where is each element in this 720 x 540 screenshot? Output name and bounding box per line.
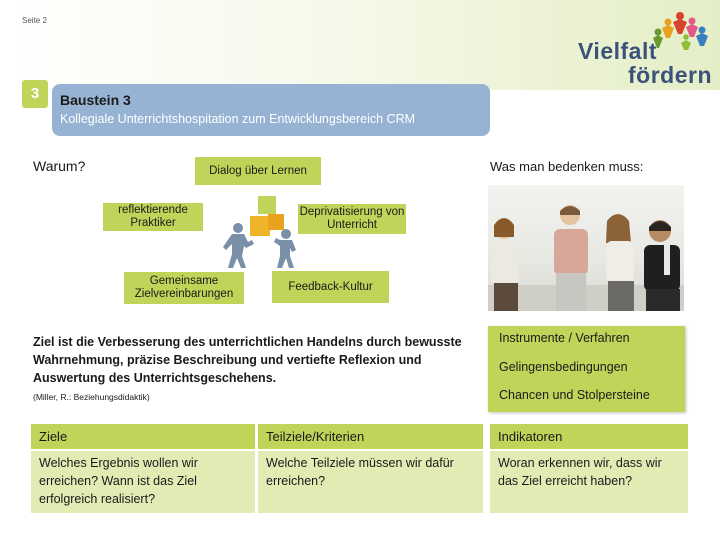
tag-dialog (195, 157, 321, 185)
tag-goal-agreements (124, 272, 244, 304)
consideration-item: Gelingensbedingungen (499, 360, 628, 374)
tag-feedback-label: Feedback-Kultur (288, 280, 373, 293)
people-figures-icon (650, 10, 712, 50)
puzzle-people-icon (220, 194, 310, 272)
citation: (Miller, R.: Beziehungsdidaktik) (33, 392, 150, 402)
considerations-box (488, 326, 685, 412)
why-heading: Warum? (33, 158, 86, 174)
consideration-item: Instrumente / Verfahren (499, 331, 630, 345)
goal-statement: Ziel ist die Verbesserung des unterrichtlichen Handelns durch bewusste Wahrnehmung, präzise Beschreibung und vertiefte Reflexion und Auswertung des Unterrichtsgeschehens. (33, 335, 462, 385)
tag-feedback-culture (272, 271, 389, 303)
considerations-heading: Was man bedenken muss: (490, 159, 644, 174)
tag-reflective-practitioners (103, 203, 203, 231)
discussion-group-photo (488, 185, 684, 311)
table-header-goals: Ziele (31, 424, 255, 449)
page-number: Seite 2 (22, 16, 47, 25)
section-title: Baustein 3 (60, 92, 131, 108)
people-discussion-image (488, 185, 684, 311)
table-cell-indicators: Woran erkennen wir, dass wir das Ziel erreicht haben? (490, 451, 688, 513)
table-header-subgoals: Teilziele/Kriterien (258, 424, 483, 449)
section-number-badge: 3 (22, 80, 48, 108)
logo-text-vielfalt: Vielfalt (578, 38, 657, 64)
table-cell-subgoals: Welche Teilziele müssen wir dafür erreichen? (258, 451, 483, 513)
tag-deprivatization-label: Deprivatisierung von Unterricht (299, 206, 405, 231)
section-banner (52, 84, 490, 136)
logo (572, 10, 712, 88)
tag-reflective-label: reflektierende Praktiker (118, 204, 188, 229)
table-cell-goals: Welches Ergebnis wollen wir erreichen? Wann ist das Ziel erfolgreich realisiert? (31, 451, 255, 513)
table-header-indicators: Indikatoren (490, 424, 688, 449)
tag-dialog-label: Dialog über Lernen (209, 164, 307, 177)
logo-text-foerdern: fördern (628, 62, 712, 88)
tag-deprivatization (298, 204, 406, 234)
section-subtitle: Kollegiale Unterrichtshospitation zum Entwicklungsbereich CRM (60, 112, 416, 126)
tag-goal-label: Gemeinsame Zielvereinbarungen (134, 275, 234, 300)
consideration-item: Chancen und Stolpersteine (499, 388, 650, 402)
